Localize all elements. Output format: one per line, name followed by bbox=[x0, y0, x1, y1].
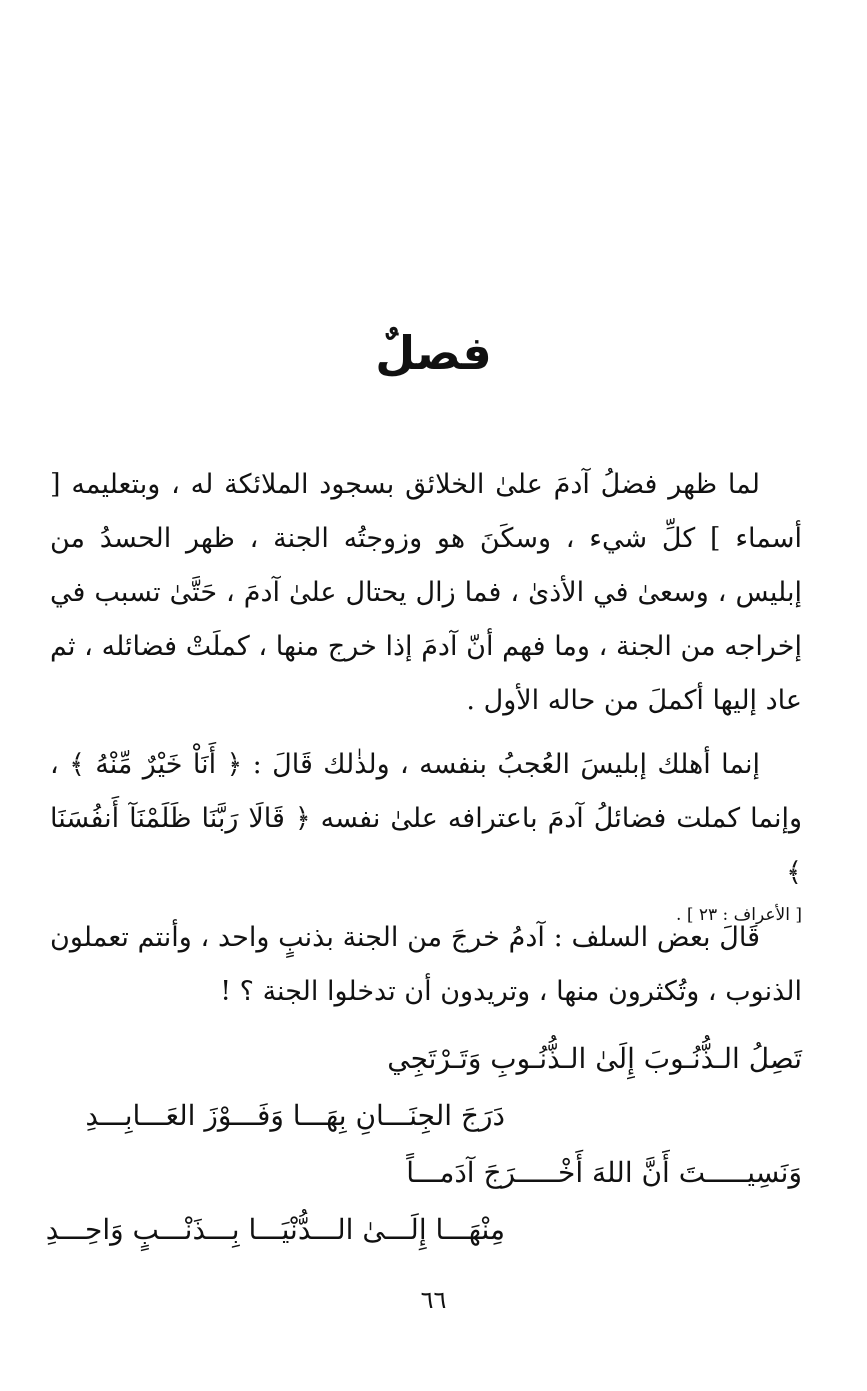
paragraph-2-text: إنما أهلك إبليسَ العُجبُ بنفسه ، ولذٰلك قَالَ : ﴿ أَنَاْ خَيْرٌ مِّنْهُ ﴾ ، وإنما كملت فضائلُ آدمَ باعترافه علىٰ نفسه ﴿ قَالَا رَبَّنَا ظَلَمْنَآ أَنفُسَنَا ﴾ bbox=[50, 749, 802, 888]
section-title: فصلٌ bbox=[375, 326, 492, 380]
paragraph-1 bbox=[50, 458, 802, 728]
poetry-verses bbox=[45, 1030, 802, 1258]
verse-1-second-hemistich-row bbox=[50, 1087, 802, 1144]
paragraph-3-text: قَالَ بعض السلف : آدمُ خرجَ من الجنة بذنبٍ واحد ، وأنتم تعملون الذنوب ، وتُكثرون منها ، وتريدون أن تدخلوا الجنة ؟ ! bbox=[50, 922, 802, 1007]
page-number: ٦٦ bbox=[420, 1286, 447, 1314]
paragraph-2 bbox=[50, 738, 802, 930]
quran-reference: [ الأعراف : ٢٣ ] . bbox=[676, 905, 802, 925]
verse-2-second-hemistich-row bbox=[45, 1201, 802, 1258]
verse-2-first-hemistich: وَنَسِيـــــتَ أَنَّ اللهَ أَخْـــــرَجَ آدَمـــاً bbox=[406, 1156, 802, 1189]
paragraph-1-text: لما ظهر فضلُ آدمَ علىٰ الخلائق بسجود الملائكة له ، وبتعليمه [ أسماء ] كلِّ شيء ، وسكَنَ هو وزوجتُه الجنة ، ظهر الحسدُ من إبليس ، وسعىٰ في الأذىٰ ، فما زال يحتال علىٰ آدمَ ، حَتَّىٰ تسبب في إخراجه من الجنة ، وما فهم أنّ آدمَ إذا خرج منها ، كملَتْ فضائله ، ثم عاد إليها أكملَ من حاله الأول . bbox=[50, 469, 802, 716]
paragraph-3 bbox=[50, 911, 802, 1019]
verse-2-second-hemistich: مِنْهَـــا إِلَـــىٰ الـــدُّنْيَـــا بِـــذَنْـــبٍ وَاحِـــدِ bbox=[45, 1213, 505, 1246]
verse-1-second-hemistich: دَرَجَ الجِنَـــانِ بِهَـــا وَفَـــوْزَ العَـــابِـــدِ bbox=[85, 1099, 505, 1132]
verse-1-first-hemistich: تَصِلُ الـذُّنُـوبَ إِلَىٰ الـذُّنُـوبِ وَتَـرْتَجِي bbox=[387, 1042, 802, 1075]
